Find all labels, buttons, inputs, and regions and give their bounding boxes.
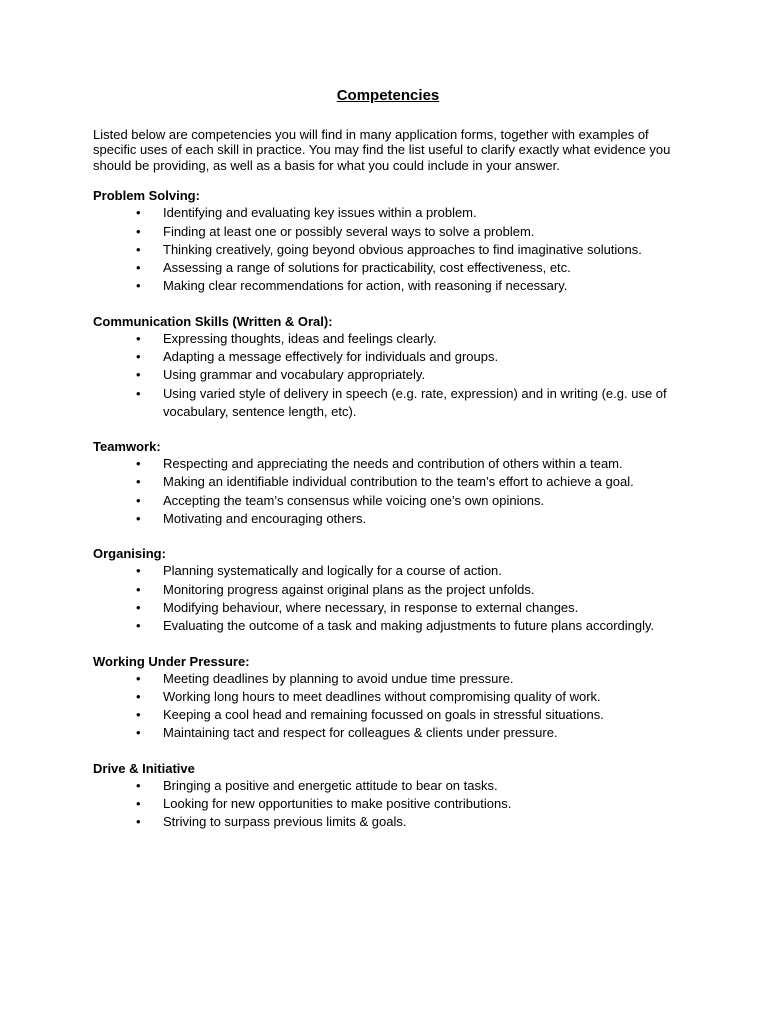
list-item (93, 223, 683, 241)
list-item-text: Planning systematically and logically for a course of action. (163, 563, 502, 579)
bullet-icon: • (136, 563, 141, 579)
bullet-list (93, 562, 683, 635)
section-heading: Drive & Initiative (93, 760, 195, 776)
list-item (93, 241, 683, 259)
list-item (93, 492, 683, 510)
list-item-text: Making clear recommendations for action, with reasoning if necessary. (163, 278, 568, 294)
section-heading: Organising: (93, 546, 166, 562)
bullet-icon: • (136, 278, 141, 294)
list-item-text: Using grammar and vocabulary appropriately. (163, 367, 426, 383)
bullet-icon: • (136, 688, 141, 704)
list-item (93, 617, 683, 635)
list-item-text: Bringing a positive and energetic attitude to bear on tasks. (163, 777, 498, 793)
bullet-icon: • (136, 581, 141, 597)
bullet-list (93, 330, 683, 421)
bullet-icon: • (136, 456, 141, 472)
list-item (93, 510, 683, 528)
list-item (93, 562, 683, 580)
list-item (93, 348, 683, 366)
bullet-icon: • (136, 707, 141, 723)
list-item-text: Accepting the team’s consensus while voicing one’s own opinions. (163, 492, 545, 508)
list-item-text: Adapting a message effectively for individuals and groups. (163, 349, 499, 364)
intro-paragraph: Listed below are competencies you will find in many application forms, together with examples of specific uses of each skill in practice. You may find the list useful to clarify exactly what evidence you should be providing, as well as a basis for what you could include in your answer. (93, 127, 671, 173)
bullet-icon: • (136, 260, 141, 276)
bullet-icon: • (136, 670, 141, 686)
list-item-text: Identifying and evaluating key issues within a problem. (163, 205, 477, 221)
list-item-text: Monitoring progress against original plans as the project unfolds. (163, 581, 535, 597)
bullet-icon: • (136, 599, 141, 615)
list-item (93, 277, 683, 295)
list-item-text: Keeping a cool head and remaining focussed on goals in stressful situations. (163, 707, 604, 723)
list-item (93, 724, 683, 742)
bullet-list (93, 670, 683, 743)
bullet-icon: • (136, 474, 141, 490)
section-communication-skills (93, 314, 683, 421)
list-item (93, 795, 683, 813)
bullet-icon: • (136, 385, 141, 401)
bullet-icon: • (136, 725, 141, 741)
list-item (93, 385, 683, 422)
list-item (93, 706, 683, 724)
bullet-icon: • (136, 330, 141, 346)
list-item-text: Assessing a range of solutions for practicability, cost effectiveness, etc. (163, 260, 571, 276)
bullet-list (93, 777, 683, 832)
page-title: Competencies (336, 87, 440, 104)
section-working-under-pressure (93, 654, 683, 743)
section-drive-initiative (93, 761, 683, 832)
list-item (93, 777, 683, 795)
section-heading: Problem Solving: (93, 188, 200, 204)
list-item (93, 581, 683, 599)
list-item (93, 330, 683, 348)
list-item-text: Meeting deadlines by planning to avoid undue time pressure. (163, 670, 514, 686)
list-item (93, 366, 683, 384)
list-item (93, 688, 683, 706)
list-item (93, 473, 683, 491)
bullet-icon: • (136, 814, 141, 830)
bullet-icon: • (136, 223, 141, 239)
list-item-text: Respecting and appreciating the needs and contribution of others within a team. (163, 456, 623, 472)
bullet-icon: • (136, 349, 141, 364)
list-item-text: Striving to surpass previous limits & goals. (163, 814, 407, 830)
section-organising (93, 546, 683, 635)
list-item (93, 455, 683, 473)
list-item (93, 259, 683, 277)
section-problem-solving (93, 188, 683, 295)
bullet-list (93, 455, 683, 528)
bullet-icon: • (136, 367, 141, 383)
list-item-text: Making an identifiable individual contribution to the team’s effort to achieve a goal. (163, 474, 634, 490)
list-item (93, 670, 683, 688)
bullet-icon: • (136, 205, 141, 221)
section-teamwork (93, 439, 683, 528)
list-item-text: Modifying behaviour, where necessary, in response to external changes. (163, 599, 579, 615)
list-item (93, 599, 683, 617)
bullet-icon: • (136, 241, 141, 257)
list-item-text: Motivating and encouraging others. (163, 511, 367, 527)
section-heading: Teamwork: (93, 439, 161, 455)
bullet-icon: • (136, 618, 141, 634)
list-item-text: Using varied style of delivery in speech (e.g. rate, expression) and in writing (e.g. use of vocabulary, sentence length, etc). (163, 385, 667, 419)
list-item-text: Thinking creatively, going beyond obvious approaches to find imaginative solutions. (163, 241, 642, 257)
list-item-text: Maintaining tact and respect for colleagues & clients under pressure. (163, 725, 558, 741)
bullet-list (93, 204, 683, 295)
bullet-icon: • (136, 777, 141, 793)
section-heading: Working Under Pressure: (93, 653, 250, 669)
bullet-icon: • (136, 511, 141, 527)
document-page (93, 86, 683, 850)
section-heading: Communication Skills (Written & Oral): (93, 313, 333, 329)
list-item (93, 813, 683, 831)
list-item (93, 204, 683, 222)
bullet-icon: • (136, 492, 141, 508)
list-item-text: Finding at least one or possibly several ways to solve a problem. (163, 223, 535, 239)
bullet-icon: • (136, 796, 141, 812)
list-item-text: Expressing thoughts, ideas and feelings clearly. (163, 330, 437, 346)
list-item-text: Working long hours to meet deadlines without compromising quality of work. (163, 688, 601, 704)
list-item-text: Evaluating the outcome of a task and making adjustments to future plans accordingly. (163, 618, 655, 634)
list-item-text: Looking for new opportunities to make positive contributions. (163, 796, 512, 812)
